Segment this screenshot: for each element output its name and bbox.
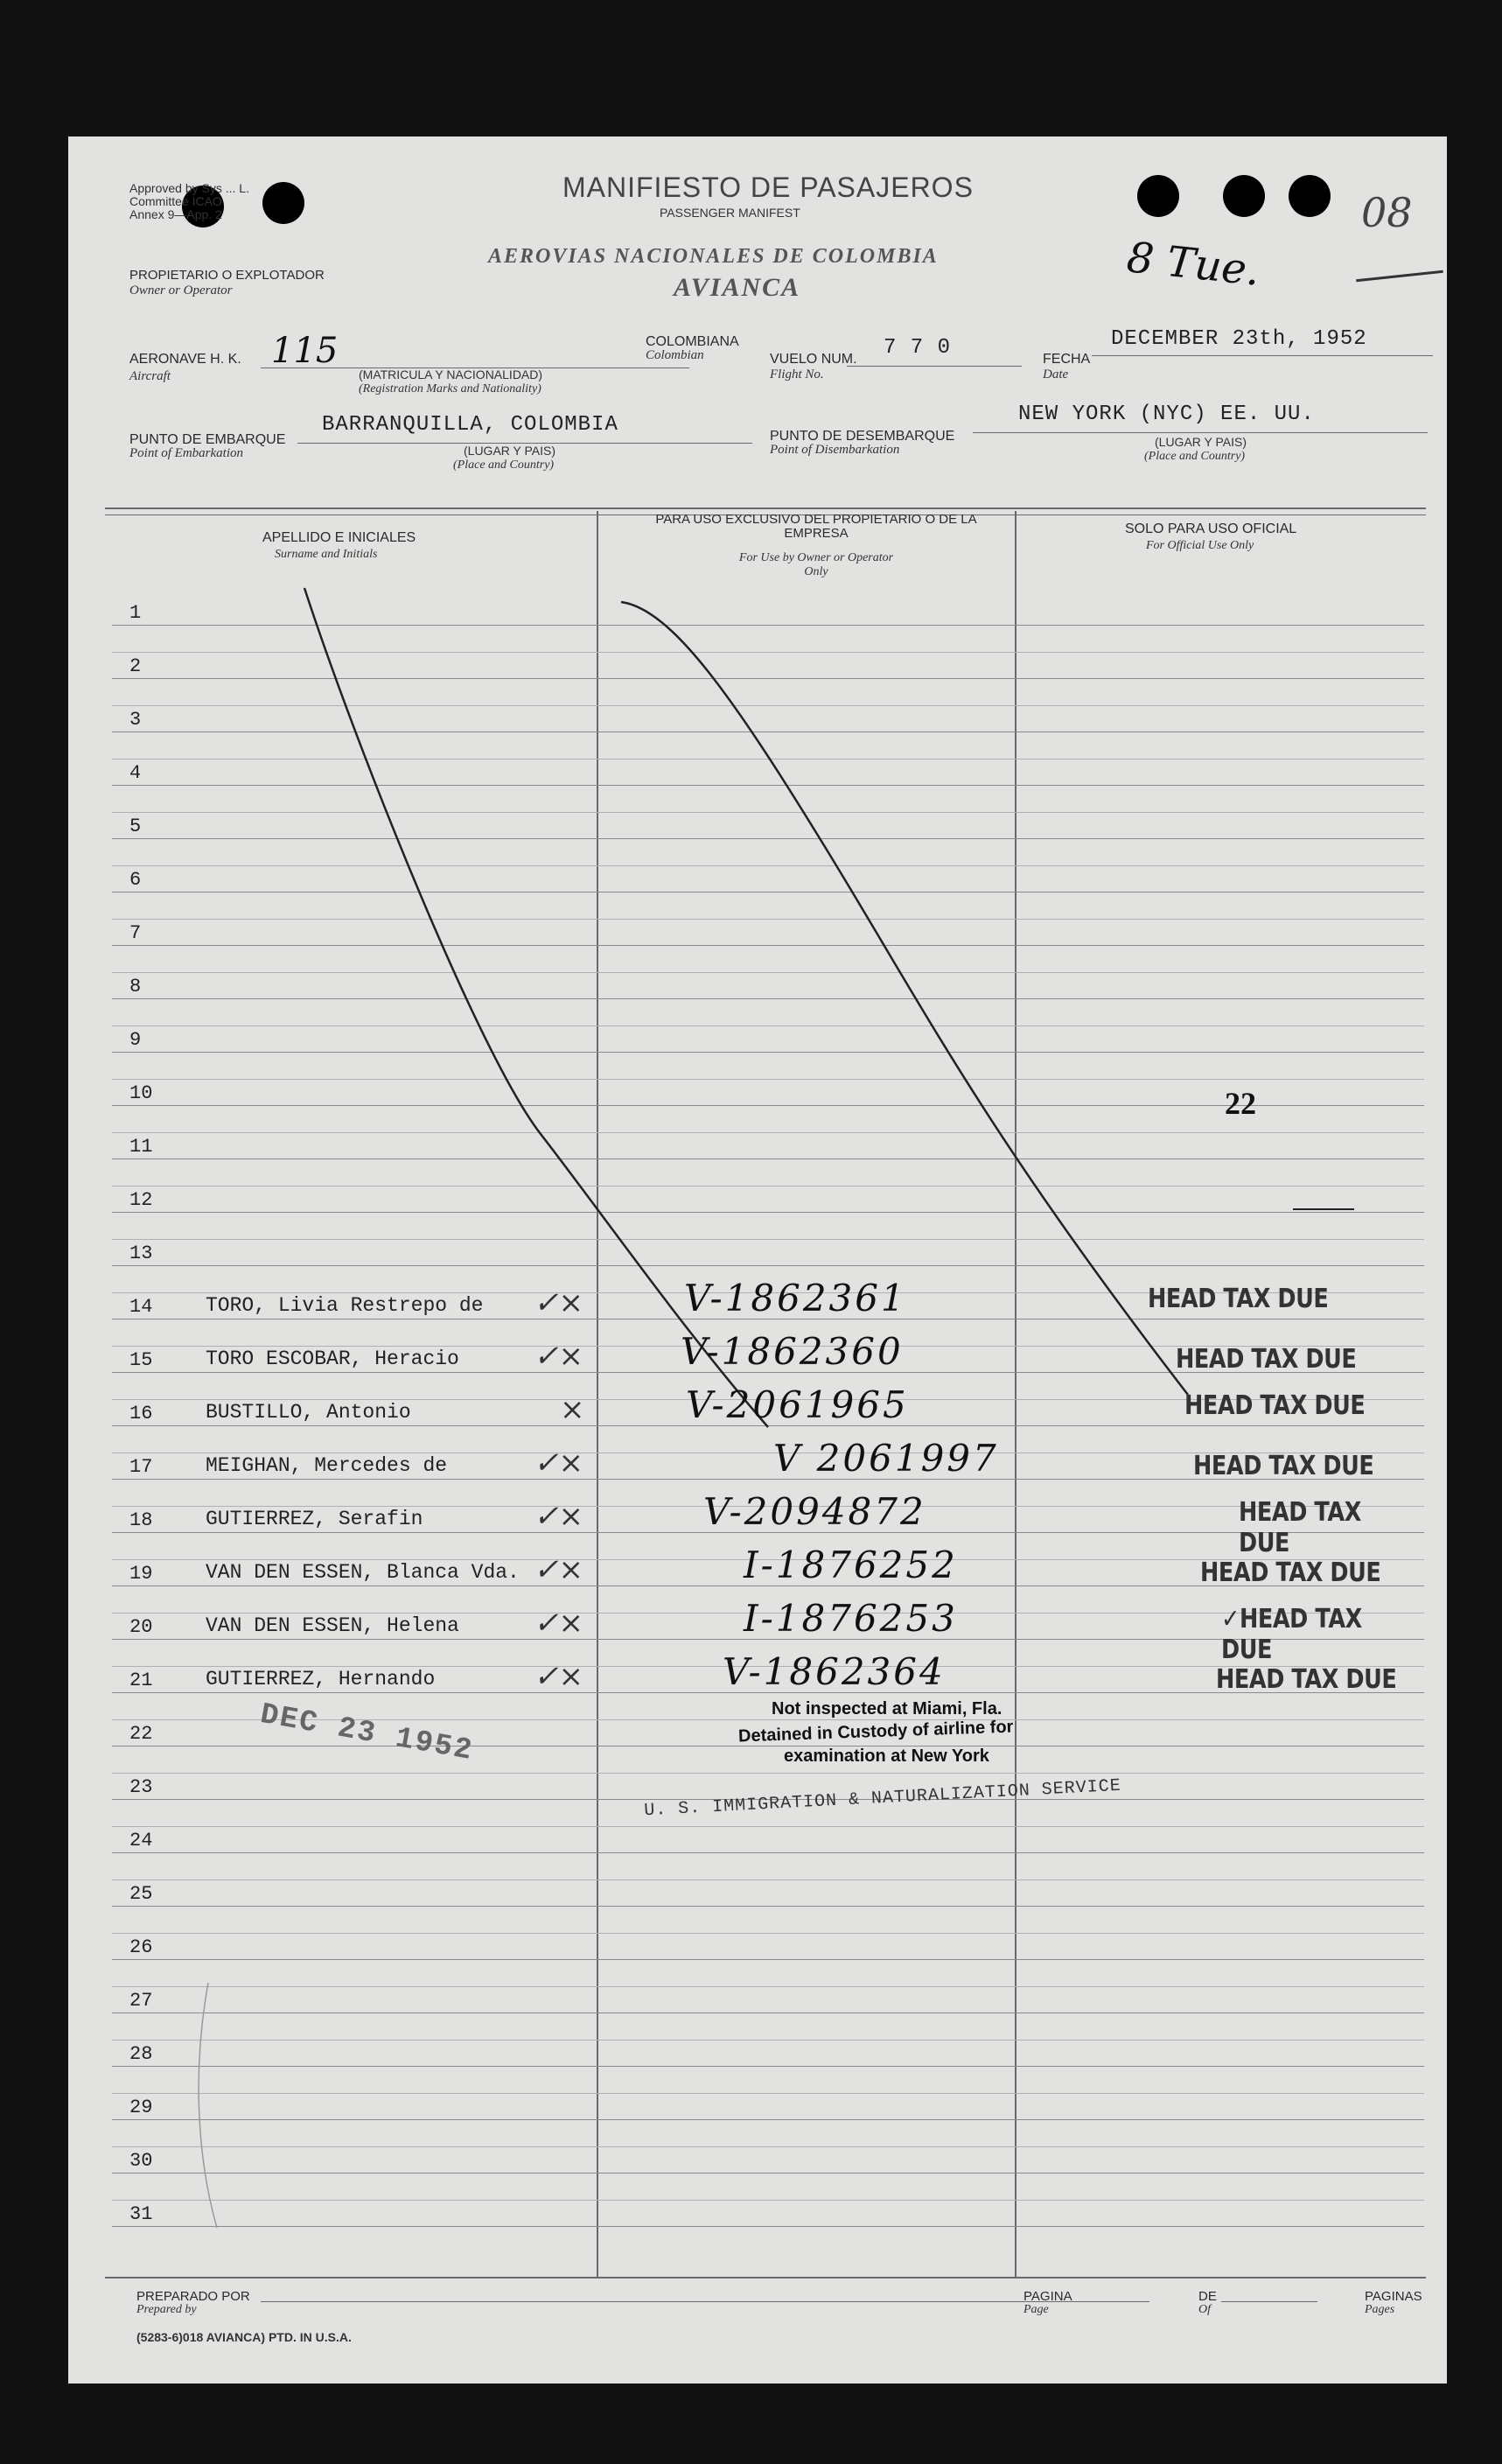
check-mark: ✓× — [534, 1659, 583, 1694]
date-value: DECEMBER 23th, 1952 — [1111, 327, 1367, 351]
passenger-name: TORO ESCOBAR, Heracio — [206, 1348, 459, 1370]
page-subtitle: PASSENGER MANIFEST — [660, 206, 800, 220]
check-mark: ✓× — [534, 1285, 583, 1320]
row-number: 1 — [129, 602, 142, 624]
row-number: 14 — [129, 1296, 153, 1318]
nationality-label-en: Colombian — [646, 348, 704, 362]
head-tax-stamp: HEAD TAX DUE — [1193, 1451, 1374, 1481]
row-number: 15 — [129, 1349, 153, 1371]
row-number: 3 — [129, 709, 142, 731]
page-field-line — [1079, 2301, 1149, 2302]
printer-note: (5283-6)018 AVIANCA) PTD. IN U.S.A. — [136, 2330, 352, 2344]
passenger-document-number: V-1862361 — [684, 1277, 907, 1320]
airline-short: AVIANCA — [674, 273, 801, 302]
embark-value: BARRANQUILLA, COLOMBIA — [322, 413, 618, 437]
head-tax-stamp: HEAD TAX DUE — [1176, 1344, 1357, 1375]
passenger-name: VAN DEN ESSEN, Helena — [206, 1614, 459, 1637]
row-number: 30 — [129, 2150, 153, 2172]
row-number: 24 — [129, 1830, 153, 1852]
head-tax-stamp: HEAD TAX DUE — [1184, 1390, 1366, 1421]
row-number: 27 — [129, 1990, 153, 2012]
row-number: 18 — [129, 1509, 153, 1531]
count-stamp: 22 — [1225, 1086, 1256, 1121]
col3-header-en: For Official Use Only — [1146, 539, 1254, 552]
check-mark: ✓× — [534, 1499, 583, 1534]
head-tax-stamp: HEAD TAX DUE — [1239, 1497, 1361, 1558]
airline-name: AEROVIAS NACIONALES DE COLOMBIA — [488, 245, 939, 268]
cancel-strokes — [68, 136, 1447, 2384]
row-number: 13 — [129, 1242, 153, 1264]
row-number: 25 — [129, 1883, 153, 1905]
passenger-document-number: I-1876253 — [744, 1597, 958, 1640]
row-number: 17 — [129, 1456, 153, 1478]
passenger-document-number: V-2094872 — [703, 1490, 926, 1533]
row-number: 31 — [129, 2203, 153, 2225]
handwritten-corner: 08 — [1361, 189, 1413, 236]
passenger-name: GUTIERREZ, Serafin — [206, 1508, 423, 1530]
not-inspected-stamp: Not inspected at Miami, Fla. — [772, 1699, 1002, 1718]
col3-header: SOLO PARA USO OFICIAL — [1125, 522, 1297, 536]
row-number: 10 — [129, 1082, 153, 1104]
disembark-place-label-en: (Place and Country) — [1144, 450, 1246, 463]
row-number: 2 — [129, 655, 142, 677]
aircraft-value: 115 — [271, 331, 339, 371]
head-tax-stamp: ✓HEAD TAX DUE — [1221, 1604, 1362, 1665]
page-label: PAGINA — [1023, 2289, 1072, 2304]
col2-header-en: For Use by Owner or Operator Only — [738, 551, 894, 578]
row-number: 9 — [129, 1029, 142, 1051]
embark-place-label-en: (Place and Country) — [453, 458, 555, 472]
registration-label-en: (Registration Marks and Nationality) — [359, 382, 541, 396]
row-number: 28 — [129, 2043, 153, 2065]
row-number: 6 — [129, 869, 142, 891]
detained-stamp: Detained in Custody of airline for — [737, 1717, 1014, 1746]
passenger-name: GUTIERREZ, Hernando — [206, 1668, 436, 1690]
disembark-label: PUNTO DE DESEMBARQUE — [770, 429, 955, 444]
check-mark: ✓× — [534, 1606, 583, 1641]
of-label-en: Of — [1198, 2303, 1211, 2316]
aircraft-label: AERONAVE H. K. — [129, 352, 241, 367]
of-field-line — [1221, 2301, 1317, 2302]
row-number: 19 — [129, 1563, 153, 1585]
col1-header: APELLIDO E INICIALES — [262, 530, 416, 545]
head-tax-stamp: HEAD TAX DUE — [1148, 1284, 1329, 1314]
prepared-label: PREPARADO POR — [136, 2289, 250, 2304]
row-number: 16 — [129, 1403, 153, 1424]
col2-header: PARA USO EXCLUSIVO DEL PROPIETARIO O DE LA EMPRESA — [655, 512, 977, 541]
row-number: 29 — [129, 2096, 153, 2118]
row-number: 20 — [129, 1616, 153, 1638]
pages-label: PAGINAS — [1365, 2289, 1422, 2304]
col1-header-en: Surname and Initials — [275, 548, 378, 561]
passenger-name: TORO, Livia Restrepo de — [206, 1294, 484, 1317]
embark-label: PUNTO DE EMBARQUE — [129, 432, 286, 447]
row-number: 12 — [129, 1189, 153, 1211]
check-mark: ✓× — [534, 1552, 583, 1587]
ins-stamp: U. S. IMMIGRATION & NATURALIZATION SERVICE — [643, 1775, 1122, 1822]
passenger-document-number: V-1862360 — [681, 1330, 904, 1373]
head-tax-stamp: HEAD TAX DUE — [1200, 1558, 1381, 1588]
row-number: 8 — [129, 976, 142, 998]
owner-label-en: Owner or Operator — [129, 284, 233, 298]
passenger-document-number: I-1876252 — [744, 1544, 958, 1586]
owner-label: PROPIETARIO O EXPLOTADOR — [129, 268, 325, 283]
passenger-name: VAN DEN ESSEN, Blanca Vda. — [206, 1561, 520, 1584]
disembark-place-label: (LUGAR Y PAIS) — [1155, 435, 1247, 449]
flight-label: VUELO NUM. — [770, 352, 857, 367]
approval-note: Approved by Sys ... L. Committee ICAO Annex 9—App. 2 — [129, 181, 249, 221]
passenger-name: BUSTILLO, Antonio — [206, 1401, 411, 1424]
date-label: FECHA — [1043, 352, 1091, 367]
check-mark: × — [560, 1392, 585, 1427]
handwritten-note: 8 Tue. — [1124, 233, 1262, 296]
flight-label-en: Flight No. — [770, 368, 824, 382]
disembark-label-en: Point of Disembarkation — [770, 443, 900, 457]
of-label: DE — [1198, 2289, 1217, 2304]
row-number: 11 — [129, 1136, 153, 1158]
nationality-label: COLOMBIANA — [646, 334, 739, 349]
manifest-sheet — [68, 136, 1447, 2384]
passenger-document-number: V-1862364 — [723, 1650, 946, 1693]
passenger-document-number: V 2061997 — [773, 1437, 999, 1480]
row-number: 5 — [129, 816, 142, 837]
pages-label-en: Pages — [1365, 2303, 1395, 2316]
row-number: 4 — [129, 762, 142, 784]
disembark-value: NEW YORK (NYC) EE. UU. — [1018, 402, 1315, 426]
row-number: 22 — [129, 1723, 153, 1745]
prepared-field-line — [261, 2301, 1083, 2302]
page-label-en: Page — [1023, 2303, 1049, 2316]
page-title: MANIFIESTO DE PASAJEROS — [562, 172, 974, 203]
row-number: 7 — [129, 922, 142, 944]
passenger-name: MEIGHAN, Mercedes de — [206, 1454, 448, 1477]
embark-label-en: Point of Embarkation — [129, 446, 243, 460]
aircraft-label-en: Aircraft — [129, 369, 171, 383]
flight-value: 7 7 0 — [884, 336, 952, 360]
date-label-en: Date — [1043, 368, 1069, 382]
check-mark: ✓× — [534, 1446, 583, 1480]
registration-label: (MATRICULA Y NACIONALIDAD) — [359, 368, 543, 382]
passenger-document-number: V-2061965 — [686, 1383, 909, 1426]
row-number: 26 — [129, 1936, 153, 1958]
prepared-label-en: Prepared by — [136, 2303, 197, 2316]
date-stamp: DEC 23 1952 — [257, 1698, 476, 1769]
row-number: 23 — [129, 1776, 153, 1798]
check-mark: ✓× — [534, 1339, 583, 1374]
embark-place-label: (LUGAR Y PAIS) — [464, 444, 556, 458]
examination-stamp: examination at New York — [784, 1746, 989, 1766]
head-tax-stamp: HEAD TAX DUE — [1216, 1664, 1397, 1695]
row-number: 21 — [129, 1670, 153, 1691]
